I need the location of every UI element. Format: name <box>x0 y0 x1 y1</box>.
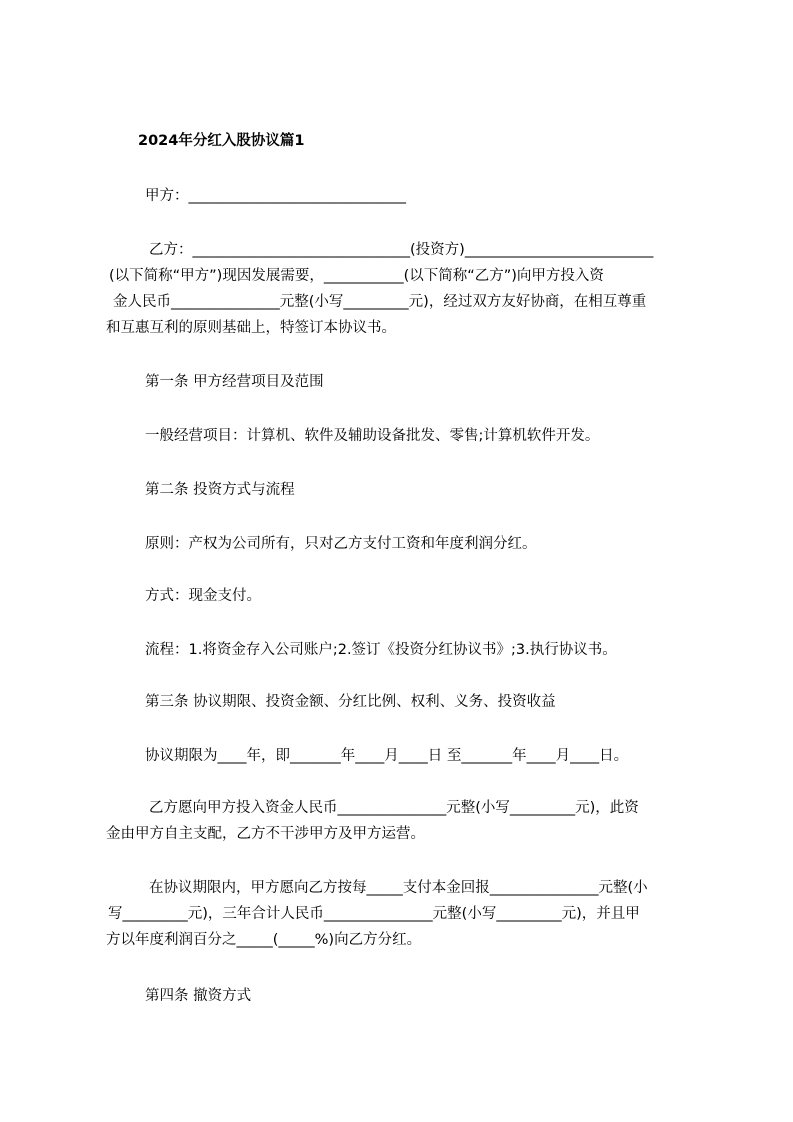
party-b-line-4: 和互惠互利的原则基础上，特签订本协议书。 <box>106 320 396 336</box>
article-2-method: 方式：现金支付。 <box>145 588 261 604</box>
article-3-heading: 第三条 协议期限、投资金额、分红比例、权利、义务、投资收益 <box>145 694 556 710</box>
article-3-return-line-1: 在协议期限内，甲方愿向乙方按每_____支付本金回报_______________元整(小 <box>149 880 648 896</box>
article-1-scope: 一般经营项目：计算机、软件及辅助设备批发、零售;计算机软件开发。 <box>145 428 600 444</box>
article-4-heading: 第四条 撤资方式 <box>145 988 252 1004</box>
article-2-principle: 原则：产权为公司所有，只对乙方支付工资和年度利润分红。 <box>145 536 537 552</box>
document-title: 2024年分红入股协议篇1 <box>138 133 305 149</box>
article-2-heading: 第二条 投资方式与流程 <box>145 482 295 498</box>
article-3-invest-line-2: 金由甲方自主支配，乙方不干涉甲方及甲方运营。 <box>106 826 425 842</box>
article-2-process: 流程：1.将资金存入公司账户;2.签订《投资分红协议书》;3.执行协议书。 <box>145 642 617 658</box>
party-b-line-3: 金人民币_______________元整(小写_________元)，经过双方友好协商，在相互尊重 <box>113 294 647 310</box>
party-b-line-1: 乙方：______________________________(投资方)__________________________ <box>149 242 654 258</box>
party-a-line: 甲方：______________________________ <box>145 188 406 204</box>
party-b-line-2: (以下简称“甲方”)现因发展需要，___________(以下简称“乙方”)向甲方投入资 <box>109 268 604 284</box>
article-3-invest-line-1: 乙方愿向甲方投入资金人民币_______________元整(小写_________元)，此资 <box>149 800 639 816</box>
article-3-term: 协议期限为____年，即_______年____月____日 至_______年____月____日。 <box>145 748 629 764</box>
article-1-heading: 第一条 甲方经营项目及范围 <box>145 374 324 390</box>
article-3-return-line-3: 方以年度利润百分之_____(_____%)向乙方分红。 <box>106 932 422 948</box>
article-3-return-line-2: 写_________元)，三年合计人民币_______________元整(小写_________元)，并且甲 <box>108 906 640 922</box>
